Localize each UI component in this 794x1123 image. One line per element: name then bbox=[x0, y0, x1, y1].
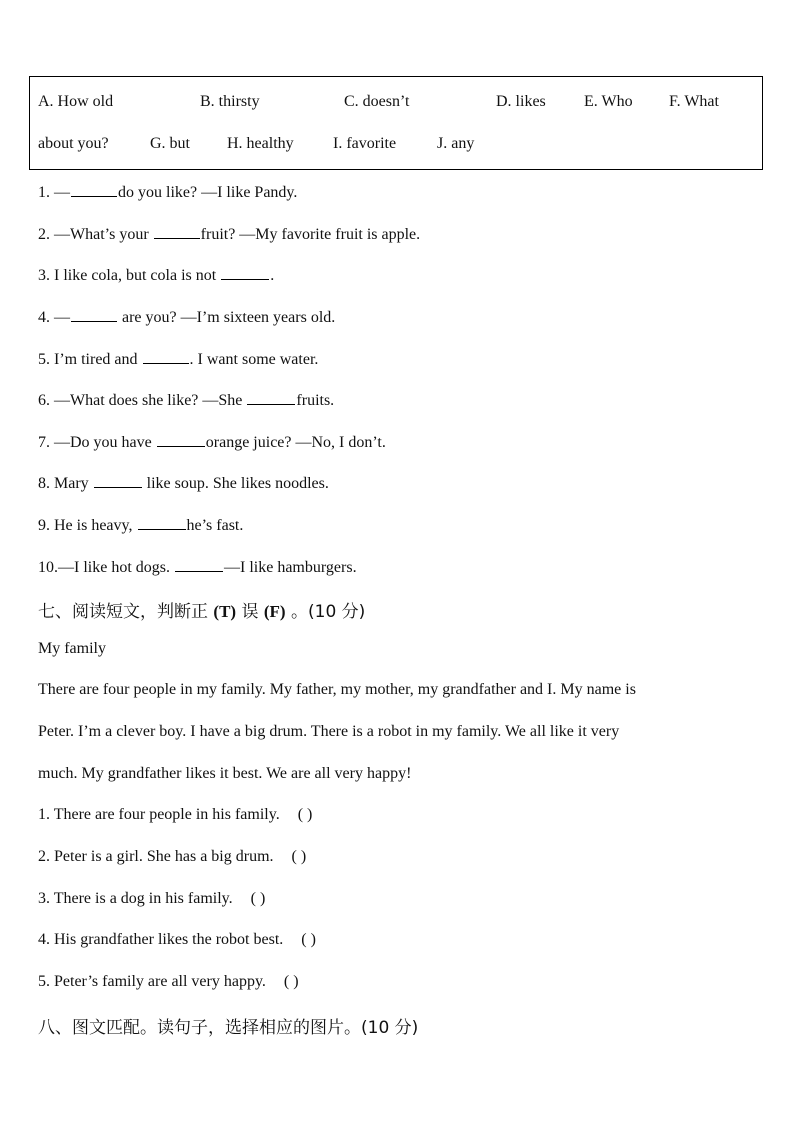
judge-item bbox=[38, 973, 299, 991]
answer-blank[interactable] bbox=[157, 432, 205, 447]
option-f-continued: about you? bbox=[38, 135, 109, 152]
answer-blank[interactable] bbox=[138, 515, 186, 530]
item-prefix: 9. He is heavy, bbox=[38, 517, 137, 534]
option-g: G. but bbox=[150, 135, 190, 152]
fill-in-item bbox=[38, 349, 318, 369]
item-suffix: . I want some water. bbox=[189, 351, 319, 368]
section-7-heading bbox=[38, 597, 365, 622]
answer-parentheses[interactable]: ( ) bbox=[301, 931, 316, 948]
passage-line: There are four people in my family. My father, my mother, my grandfather and I. My name is bbox=[38, 681, 636, 698]
answer-blank[interactable] bbox=[143, 349, 189, 364]
false-marker: (F) bbox=[263, 602, 286, 621]
answer-parentheses[interactable]: ( ) bbox=[297, 806, 313, 823]
item-prefix: 8. Mary bbox=[38, 475, 93, 492]
item-prefix: 5. I’m tired and bbox=[38, 351, 142, 368]
answer-parentheses[interactable]: ( ) bbox=[250, 890, 266, 907]
judge-statement: 1. There are four people in his family. bbox=[38, 806, 280, 823]
fill-in-item bbox=[38, 515, 243, 535]
item-prefix: 1. — bbox=[38, 184, 70, 201]
fill-in-item bbox=[38, 182, 297, 202]
judge-statement: 4. His grandfather likes the robot best. bbox=[38, 931, 284, 948]
fill-in-item bbox=[38, 224, 420, 244]
item-suffix: he’s fast. bbox=[186, 517, 244, 534]
option-f: F. What bbox=[669, 93, 719, 110]
answer-blank[interactable] bbox=[154, 224, 200, 239]
passage-title: My family bbox=[38, 640, 106, 657]
judge-item bbox=[38, 806, 312, 824]
section-7-title-part: 。(10 分) bbox=[285, 602, 366, 622]
item-suffix: orange juice? —No, I don’t. bbox=[205, 434, 386, 451]
item-prefix: 10.—I like hot dogs. bbox=[38, 559, 174, 576]
judge-statement: 5. Peter’s family are all very happy. bbox=[38, 973, 266, 990]
section-8-heading: 八、图文匹配。读句子，选择相应的图片。(10 分) bbox=[38, 1018, 419, 1038]
answer-parentheses[interactable]: ( ) bbox=[283, 973, 299, 990]
item-suffix: like soup. She likes noodles. bbox=[142, 475, 329, 492]
item-suffix: do you like? —I like Pandy. bbox=[118, 184, 298, 201]
fill-in-item bbox=[38, 557, 357, 577]
passage-line: much. My grandfather likes it best. We are all very happy! bbox=[38, 765, 412, 782]
item-prefix: 6. —What does she like? —She bbox=[38, 392, 247, 409]
fill-in-item bbox=[38, 390, 334, 410]
fill-in-item bbox=[38, 432, 386, 452]
answer-blank[interactable] bbox=[247, 390, 295, 405]
item-suffix: —I like hamburgers. bbox=[224, 559, 357, 576]
fill-in-item bbox=[38, 307, 335, 327]
item-suffix: are you? —I’m sixteen years old. bbox=[118, 309, 336, 326]
item-suffix: . bbox=[270, 267, 275, 284]
option-d: D. likes bbox=[496, 93, 546, 110]
judge-statement: 3. There is a dog in his family. bbox=[38, 890, 233, 907]
judge-item bbox=[38, 931, 316, 949]
option-b: B. thirsty bbox=[200, 93, 260, 110]
judge-item bbox=[38, 848, 306, 866]
true-marker: (T) bbox=[213, 602, 237, 621]
section-7-title-part: 七、阅读短文，判断正 bbox=[38, 602, 214, 622]
option-j: J. any bbox=[437, 135, 475, 152]
word-bank-box bbox=[29, 76, 763, 170]
item-prefix: 2. —What’s your bbox=[38, 226, 153, 243]
answer-parentheses[interactable]: ( ) bbox=[291, 848, 307, 865]
judge-statement: 2. Peter is a girl. She has a big drum. bbox=[38, 848, 274, 865]
passage-line: Peter. I’m a clever boy. I have a big drum. There is a robot in my family. We all like it very bbox=[38, 723, 620, 740]
option-c: C. doesn’t bbox=[344, 93, 410, 110]
answer-blank[interactable] bbox=[71, 307, 117, 322]
fill-in-item bbox=[38, 473, 329, 493]
item-suffix: fruits. bbox=[296, 392, 335, 409]
item-prefix: 7. —Do you have bbox=[38, 434, 156, 451]
judge-item bbox=[38, 890, 265, 908]
item-prefix: 3. I like cola, but cola is not bbox=[38, 267, 221, 284]
section-7-title-part: 误 bbox=[236, 602, 264, 622]
option-e: E. Who bbox=[584, 93, 633, 110]
answer-blank[interactable] bbox=[94, 473, 142, 488]
answer-blank[interactable] bbox=[221, 265, 269, 280]
option-a: A. How old bbox=[38, 93, 114, 110]
item-suffix: fruit? —My favorite fruit is apple. bbox=[200, 226, 421, 243]
answer-blank[interactable] bbox=[71, 182, 117, 197]
fill-in-item bbox=[38, 265, 274, 285]
answer-blank[interactable] bbox=[175, 557, 223, 572]
item-prefix: 4. — bbox=[38, 309, 70, 326]
option-i: I. favorite bbox=[333, 135, 397, 152]
option-h: H. healthy bbox=[227, 135, 294, 152]
